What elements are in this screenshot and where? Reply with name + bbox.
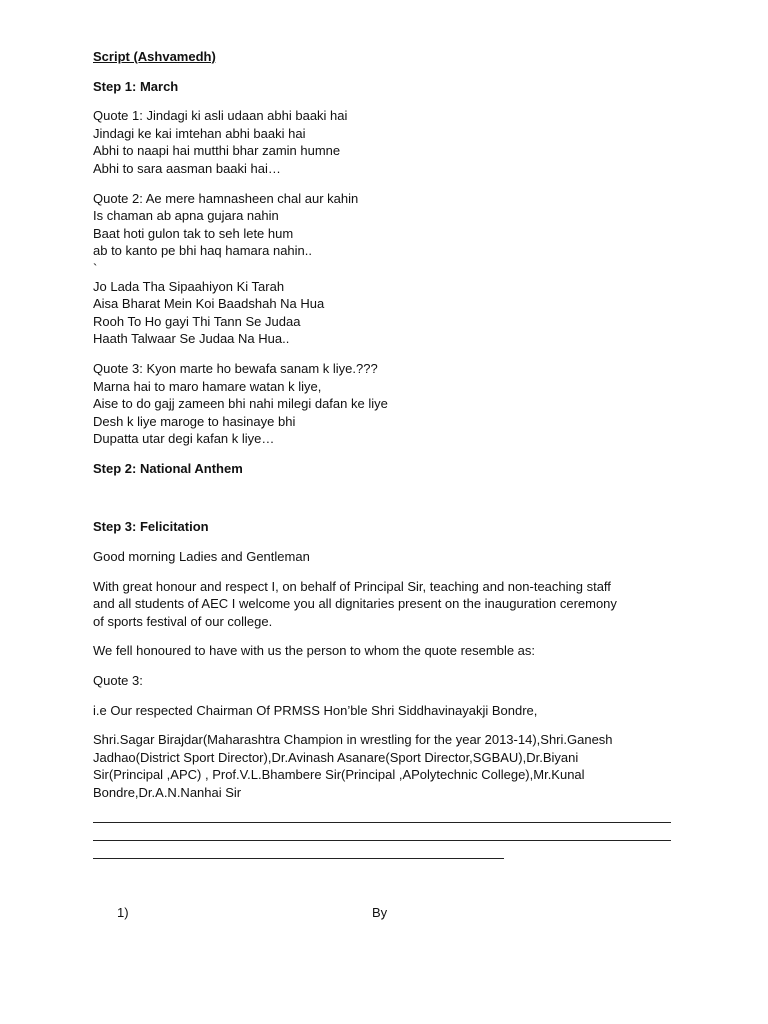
document-page	[93, 48, 683, 802]
quote3-line: Quote 3: Kyon marte ho bewafa sanam k liye.???	[93, 360, 378, 376]
honoured-text: We fell honoured to have with us the person to whom the quote resemble as:	[93, 643, 536, 659]
quote3-line: Desh k liye maroge to hasinaye bhi	[93, 413, 296, 429]
quote2-block	[93, 190, 683, 348]
welcome-line: and all students of AEC I welcome you all dignitaries present on the inauguration ceremony	[93, 596, 617, 612]
quote2-line: Rooh To Ho gayi Thi Tann Se Judaa	[93, 313, 301, 329]
quote2-line: Quote 2: Ae mere hamnasheen chal aur kahin	[93, 190, 359, 206]
quote3-line: Dupatta utar degi kafan k liye…	[93, 431, 275, 447]
quote1-line: Jindagi ke kai imtehan abhi baaki hai	[93, 125, 306, 141]
quote2-line: Is chaman ab apna gujara nahin	[93, 208, 279, 224]
step2-heading: Step 2: National Anthem	[93, 460, 243, 476]
quote2-line: Aisa Bharat Mein Koi Baadshah Na Hua	[93, 296, 325, 312]
quote-reference: Quote 3:	[93, 673, 143, 689]
quote3-block	[93, 360, 683, 448]
welcome-line: of sports festival of our college.	[93, 613, 273, 629]
quote2-line: ab to kanto pe bhi haq hamara nahin..	[93, 243, 312, 259]
guests-line: Shri.Sagar Birajdar(Maharashtra Champion in wrestling for the year 2013-14),Shri.Ganesh	[93, 732, 613, 748]
guests-line: Bondre,Dr.A.N.Nanhai Sir	[93, 785, 242, 800]
blank-fill-line	[93, 822, 671, 823]
step1-heading: Step 1: March	[93, 78, 179, 94]
footer-by-label: By	[372, 905, 388, 920]
quote1-block	[93, 107, 683, 177]
guests-line: Jadhao(District Sport Director),Dr.Avinash Asanare(Sport Director,SGBAU),Dr.Biyani	[93, 749, 579, 765]
document-title: Script (Ashvamedh)	[93, 49, 216, 64]
quote2-line: `	[93, 260, 98, 276]
welcome-paragraph	[93, 578, 683, 631]
quote1-line: Abhi to sara aasman baaki hai…	[93, 160, 281, 176]
guests-line: Sir(Principal ,APC) , Prof.V.L.Bhambere Sir(Principal ,APolytechnic College),Mr.Kunal	[93, 767, 585, 783]
step3-heading: Step 3: Felicitation	[93, 519, 209, 535]
quote3-line: Marna hai to maro hamare watan k liye,	[93, 378, 322, 394]
quote1-line: Abhi to naapi hai mutthi bhar zamin humne	[93, 143, 341, 159]
greeting-text: Good morning Ladies and Gentleman	[93, 549, 310, 565]
welcome-line: With great honour and respect I, on behalf of Principal Sir, teaching and non-teaching staff	[93, 578, 611, 594]
quote2-line: Baat hoti gulon tak to seh lete hum	[93, 225, 294, 241]
blank-fill-line	[93, 840, 671, 841]
footer-number: 1)	[117, 905, 129, 920]
guests-paragraph	[93, 731, 683, 801]
blank-fill-line	[93, 858, 504, 859]
quote2-line: Haath Talwaar Se Judaa Na Hua..	[93, 331, 290, 347]
quote1-line: Quote 1: Jindagi ki asli udaan abhi baaki hai	[93, 108, 348, 124]
chairman-text: i.e Our respected Chairman Of PRMSS Hon’ble Shri Siddhavinayakji Bondre,	[93, 702, 538, 718]
quote3-line: Aise to do gajj zameen bhi nahi milegi dafan ke liye	[93, 396, 388, 412]
quote2-line: Jo Lada Tha Sipaahiyon Ki Tarah	[93, 278, 285, 294]
